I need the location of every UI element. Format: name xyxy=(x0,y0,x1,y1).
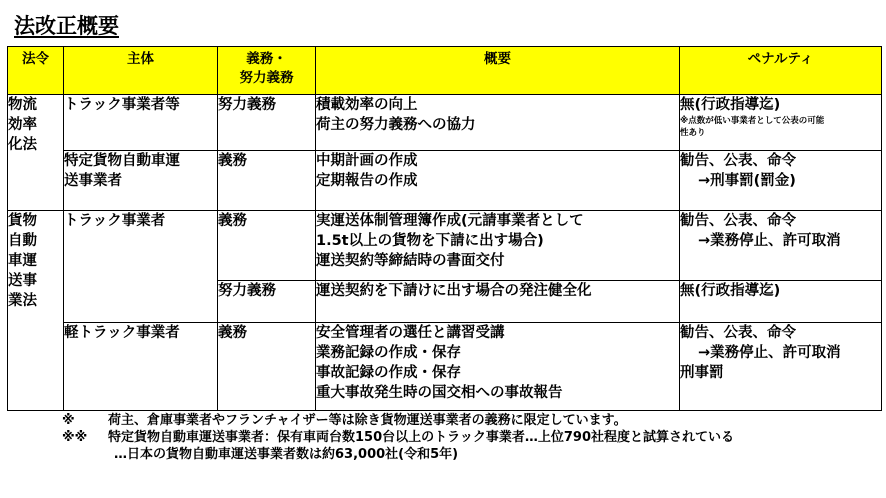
duty-cell: 義務 xyxy=(218,151,316,211)
law-name-line: 効率 xyxy=(8,117,37,133)
duty-cell: 努力義務 xyxy=(218,281,316,323)
law-name-line: 業法 xyxy=(8,293,37,309)
summary-line: 安全管理者の選任と講習受講 xyxy=(316,325,505,341)
penalty-line: 無(行政指導迄) xyxy=(680,283,781,299)
table-row xyxy=(8,151,882,211)
summary-cell xyxy=(316,211,680,281)
summary-cell xyxy=(316,95,680,151)
penalty-cell xyxy=(680,95,882,151)
footnote-text: 特定貨物自動車運送事業者：保有車両台数150台以上のトラック事業者…上位790社程度と試算されている xyxy=(108,430,735,445)
duty-cell: 義務 xyxy=(218,323,316,411)
penalty-line: →業務停止、許可取消 xyxy=(698,233,841,249)
table-row xyxy=(8,323,882,411)
actor-line: 特定貨物自動車運 xyxy=(64,153,180,169)
summary-line: 事故記録の作成・保存 xyxy=(316,365,461,381)
penalty-line: →業務停止、許可取消 xyxy=(698,345,841,361)
law-name-line: 化法 xyxy=(8,137,37,153)
table-row xyxy=(8,211,882,281)
footnote-2 xyxy=(62,429,734,446)
actor-line: 送事業者 xyxy=(64,173,122,189)
footnotes xyxy=(62,412,734,463)
summary-line: 中期計画の作成 xyxy=(316,153,418,169)
law-name-line: 自動 xyxy=(8,233,37,249)
law-summary-table xyxy=(7,46,882,411)
summary-line: 重大事故発生時の国交相への事故報告 xyxy=(316,385,563,401)
actor-line: トラック事業者等 xyxy=(64,97,180,113)
footnote-marker: ※※ xyxy=(62,430,88,445)
table-row xyxy=(8,95,882,151)
summary-cell xyxy=(316,281,680,323)
penalty-footnote: ※点数が低い事業者として公表の可能 xyxy=(680,116,825,126)
law-name-line: 送事 xyxy=(8,273,37,289)
actor-cell xyxy=(64,95,218,151)
penalty-line: 刑事罰 xyxy=(680,365,724,381)
header-penalty: ペナルティ xyxy=(680,47,882,95)
summary-cell xyxy=(316,323,680,411)
penalty-cell xyxy=(680,281,882,323)
actor-cell xyxy=(64,323,218,411)
actor-cell xyxy=(64,151,218,211)
header-duty-line1: 義務・ xyxy=(246,51,287,67)
actor-cell xyxy=(64,211,218,323)
penalty-line: →刑事罰(罰金) xyxy=(698,173,796,189)
law-name-line: 物流 xyxy=(8,97,37,113)
summary-line: 運送契約を下請けに出す場合の発注健全化 xyxy=(316,283,592,299)
actor-line: トラック事業者 xyxy=(64,213,166,229)
actor-line: 軽トラック事業者 xyxy=(64,325,180,341)
penalty-line: 勧告、公表、命令 xyxy=(680,153,796,169)
summary-line: 業務記録の作成・保存 xyxy=(316,345,461,361)
footnote-1 xyxy=(62,412,734,429)
header-duty-line2: 努力義務 xyxy=(239,70,294,86)
law-name-line: 車運 xyxy=(8,253,37,269)
footnote-text: 荷主、倉庫事業者やフランチャイザー等は除き貨物運送事業者の義務に限定しています。 xyxy=(108,413,627,428)
page-title: 法改正概要 xyxy=(14,14,119,38)
penalty-line: 無(行政指導迄) xyxy=(680,97,781,113)
penalty-cell xyxy=(680,211,882,281)
header-law: 法令 xyxy=(8,47,64,95)
summary-line: 定期報告の作成 xyxy=(316,173,418,189)
summary-cell xyxy=(316,151,680,211)
summary-line: 荷主の努力義務への協力 xyxy=(316,117,476,133)
law-name-line: 貨物 xyxy=(8,213,37,229)
footnote-marker: ※ xyxy=(62,413,75,428)
law-cell-freight xyxy=(8,211,64,411)
header-duty xyxy=(218,47,316,95)
penalty-cell xyxy=(680,151,882,211)
penalty-footnote: 性あり xyxy=(680,128,706,138)
law-cell-logistics xyxy=(8,95,64,211)
penalty-line: 勧告、公表、命令 xyxy=(680,213,796,229)
summary-line: 1.5t以上の貨物を下請に出す場合) xyxy=(316,233,544,249)
summary-line: 運送契約等締結時の書面交付 xyxy=(316,253,505,269)
footnote-2-continuation: …日本の貨物自動車運送事業者数は約63,000社(令和5年) xyxy=(114,447,459,462)
penalty-line: 勧告、公表、命令 xyxy=(680,325,796,341)
header-actor: 主体 xyxy=(64,47,218,95)
duty-cell: 努力義務 xyxy=(218,95,316,151)
header-summary: 概要 xyxy=(316,47,680,95)
summary-line: 積載効率の向上 xyxy=(316,97,418,113)
penalty-cell xyxy=(680,323,882,411)
table-header-row xyxy=(8,47,882,95)
summary-line: 実運送体制管理簿作成(元請事業者として xyxy=(316,213,584,229)
duty-cell: 義務 xyxy=(218,211,316,281)
